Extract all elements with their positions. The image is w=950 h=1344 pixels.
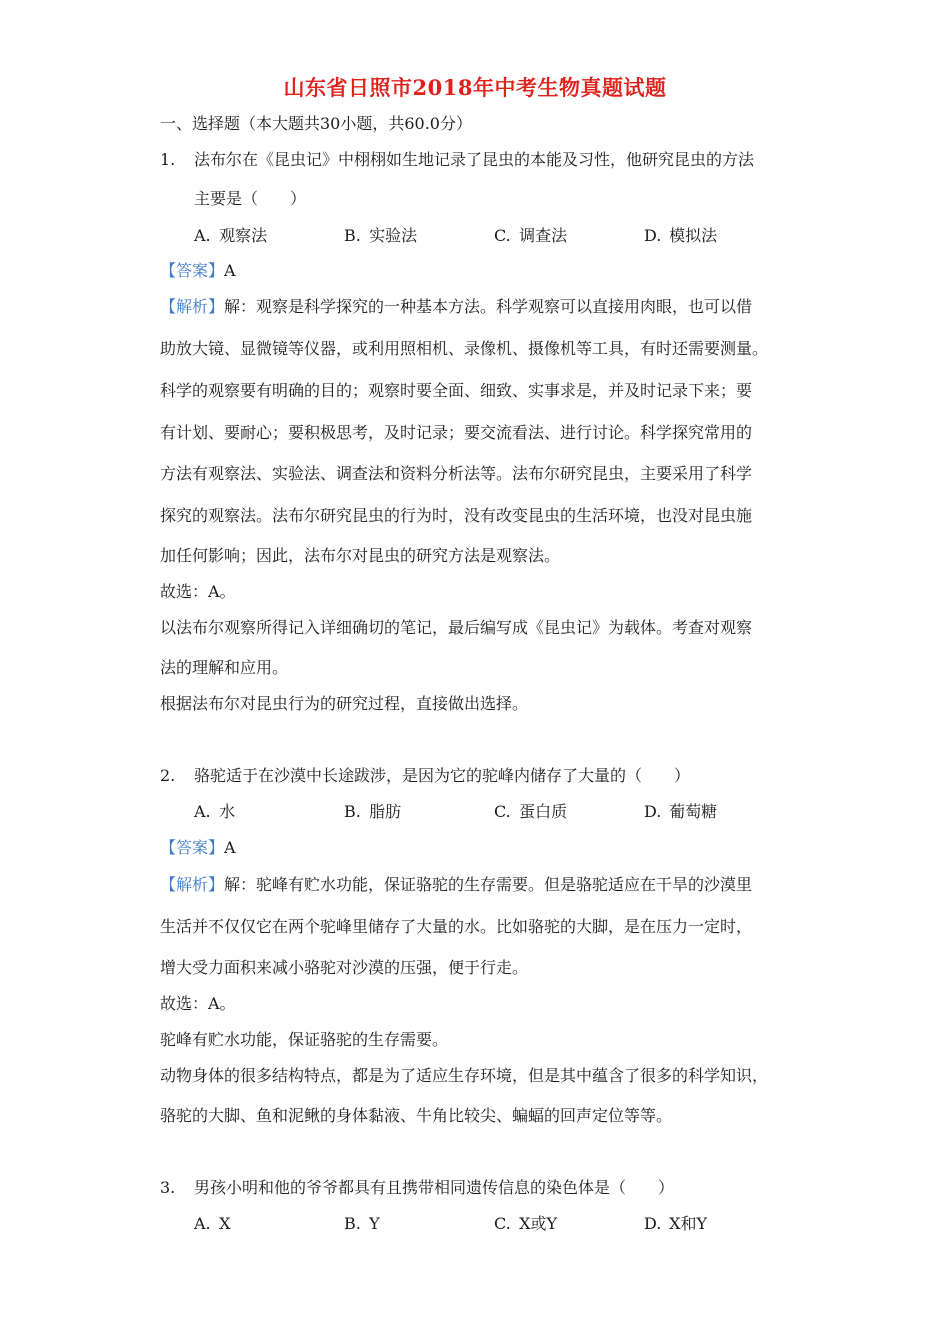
option-b: B. 脂肪 xyxy=(344,802,402,821)
question-1-note: 根据法布尔对昆虫行为的研究过程，直接做出选择。 xyxy=(160,694,529,713)
question-2-answer xyxy=(160,838,236,858)
section-heading: 一、选择题（本大题共30小题，共60.0分） xyxy=(160,114,472,133)
analysis-text: 解：观察是科学探究的一种基本方法。科学观察可以直接用肉眼，也可以借 xyxy=(224,297,753,316)
question-1-answer xyxy=(160,261,236,281)
option-d: D. 模拟法 xyxy=(644,226,718,245)
question-number: 3. xyxy=(160,1178,176,1197)
option-a: A. X xyxy=(194,1214,231,1233)
question-1-stem-cont: 主要是（ ） xyxy=(194,189,307,208)
question-1-stem xyxy=(160,150,754,170)
answer-label: 【答案】 xyxy=(160,838,225,857)
answer-value: A xyxy=(224,838,236,857)
option-d: D. 葡萄糖 xyxy=(644,802,718,821)
question-2-analysis xyxy=(160,875,752,895)
question-text: 男孩小明和他的爷爷都具有且携带相同遗传信息的染色体是（ ） xyxy=(194,1178,675,1197)
option-d: D. X和Y xyxy=(644,1214,708,1233)
answer-value: A xyxy=(224,261,236,280)
analysis-line: 方法有观察法、实验法、调查法和资料分析法等。法布尔研究昆虫，主要采用了科学 xyxy=(160,464,753,483)
analysis-line: 增大受力面积来减小骆驼对沙漠的压强，便于行走。 xyxy=(160,958,529,977)
question-1-analysis xyxy=(160,297,752,317)
analysis-text: 解：驼峰有贮水功能，保证骆驼的生存需要。但是骆驼适应在干旱的沙漠里 xyxy=(224,875,753,894)
option-c: C. X或Y xyxy=(494,1214,558,1233)
option-a: A. 观察法 xyxy=(194,226,268,245)
question-number: 2. xyxy=(160,766,176,785)
answer-label: 【答案】 xyxy=(160,261,225,280)
option-a: A. 水 xyxy=(194,802,236,821)
option-b: B. Y xyxy=(344,1214,380,1233)
analysis-line: 加任何影响；因此，法布尔对昆虫的研究方法是观察法。 xyxy=(160,546,561,565)
analysis-label: 【解析】 xyxy=(160,875,225,894)
analysis-line: 生活并不仅仅它在两个驼峰里储存了大量的水。比如骆驼的大脚，是在压力一定时， xyxy=(160,917,753,936)
page-title: 山东省日照市2018年中考生物真题试题 xyxy=(283,75,667,100)
question-2-choice: 故选：A。 xyxy=(160,994,236,1013)
question-1-note: 以法布尔观察所得记入详细确切的笔记，最后编写成《昆虫记》为载体。考查对观察 xyxy=(160,618,753,637)
analysis-label: 【解析】 xyxy=(160,297,225,316)
question-3-stem xyxy=(160,1178,674,1198)
option-c: C. 调查法 xyxy=(494,226,568,245)
analysis-line: 探究的观察法。法布尔研究昆虫的行为时，没有改变昆虫的生活环境，也没对昆虫施 xyxy=(160,506,753,525)
question-1-choice: 故选：A。 xyxy=(160,582,236,601)
analysis-line: 助放大镜、显微镜等仪器，或利用照相机、录像机、摄像机等工具，有时还需要测量。 xyxy=(160,339,769,358)
question-text: 骆驼适于在沙漠中长途跋涉，是因为它的驼峰内储存了大量的（ ） xyxy=(194,766,691,785)
question-number: 1. xyxy=(160,150,176,169)
question-2-note: 动物身体的很多结构特点，都是为了适应生存环境，但是其中蕴含了很多的科学知识， xyxy=(160,1066,769,1085)
option-c: C. 蛋白质 xyxy=(494,802,568,821)
question-2-note: 驼峰有贮水功能，保证骆驼的生存需要。 xyxy=(160,1030,449,1049)
question-2-note-cont: 骆驼的大脚、鱼和泥鳅的身体黏液、牛角比较尖、蝙蝠的回声定位等等。 xyxy=(160,1106,673,1125)
question-1-note-cont: 法的理解和应用。 xyxy=(160,658,289,677)
question-text: 法布尔在《昆虫记》中栩栩如生地记录了昆虫的本能及习性，他研究昆虫的方法 xyxy=(194,150,755,169)
analysis-line: 科学的观察要有明确的目的；观察时要全面、细致、实事求是，并及时记录下来；要 xyxy=(160,381,753,400)
analysis-line: 有计划、要耐心；要积极思考，及时记录；要交流看法、进行讨论。科学探究常用的 xyxy=(160,423,753,442)
option-b: B. 实验法 xyxy=(344,226,418,245)
question-2-stem xyxy=(160,766,690,786)
